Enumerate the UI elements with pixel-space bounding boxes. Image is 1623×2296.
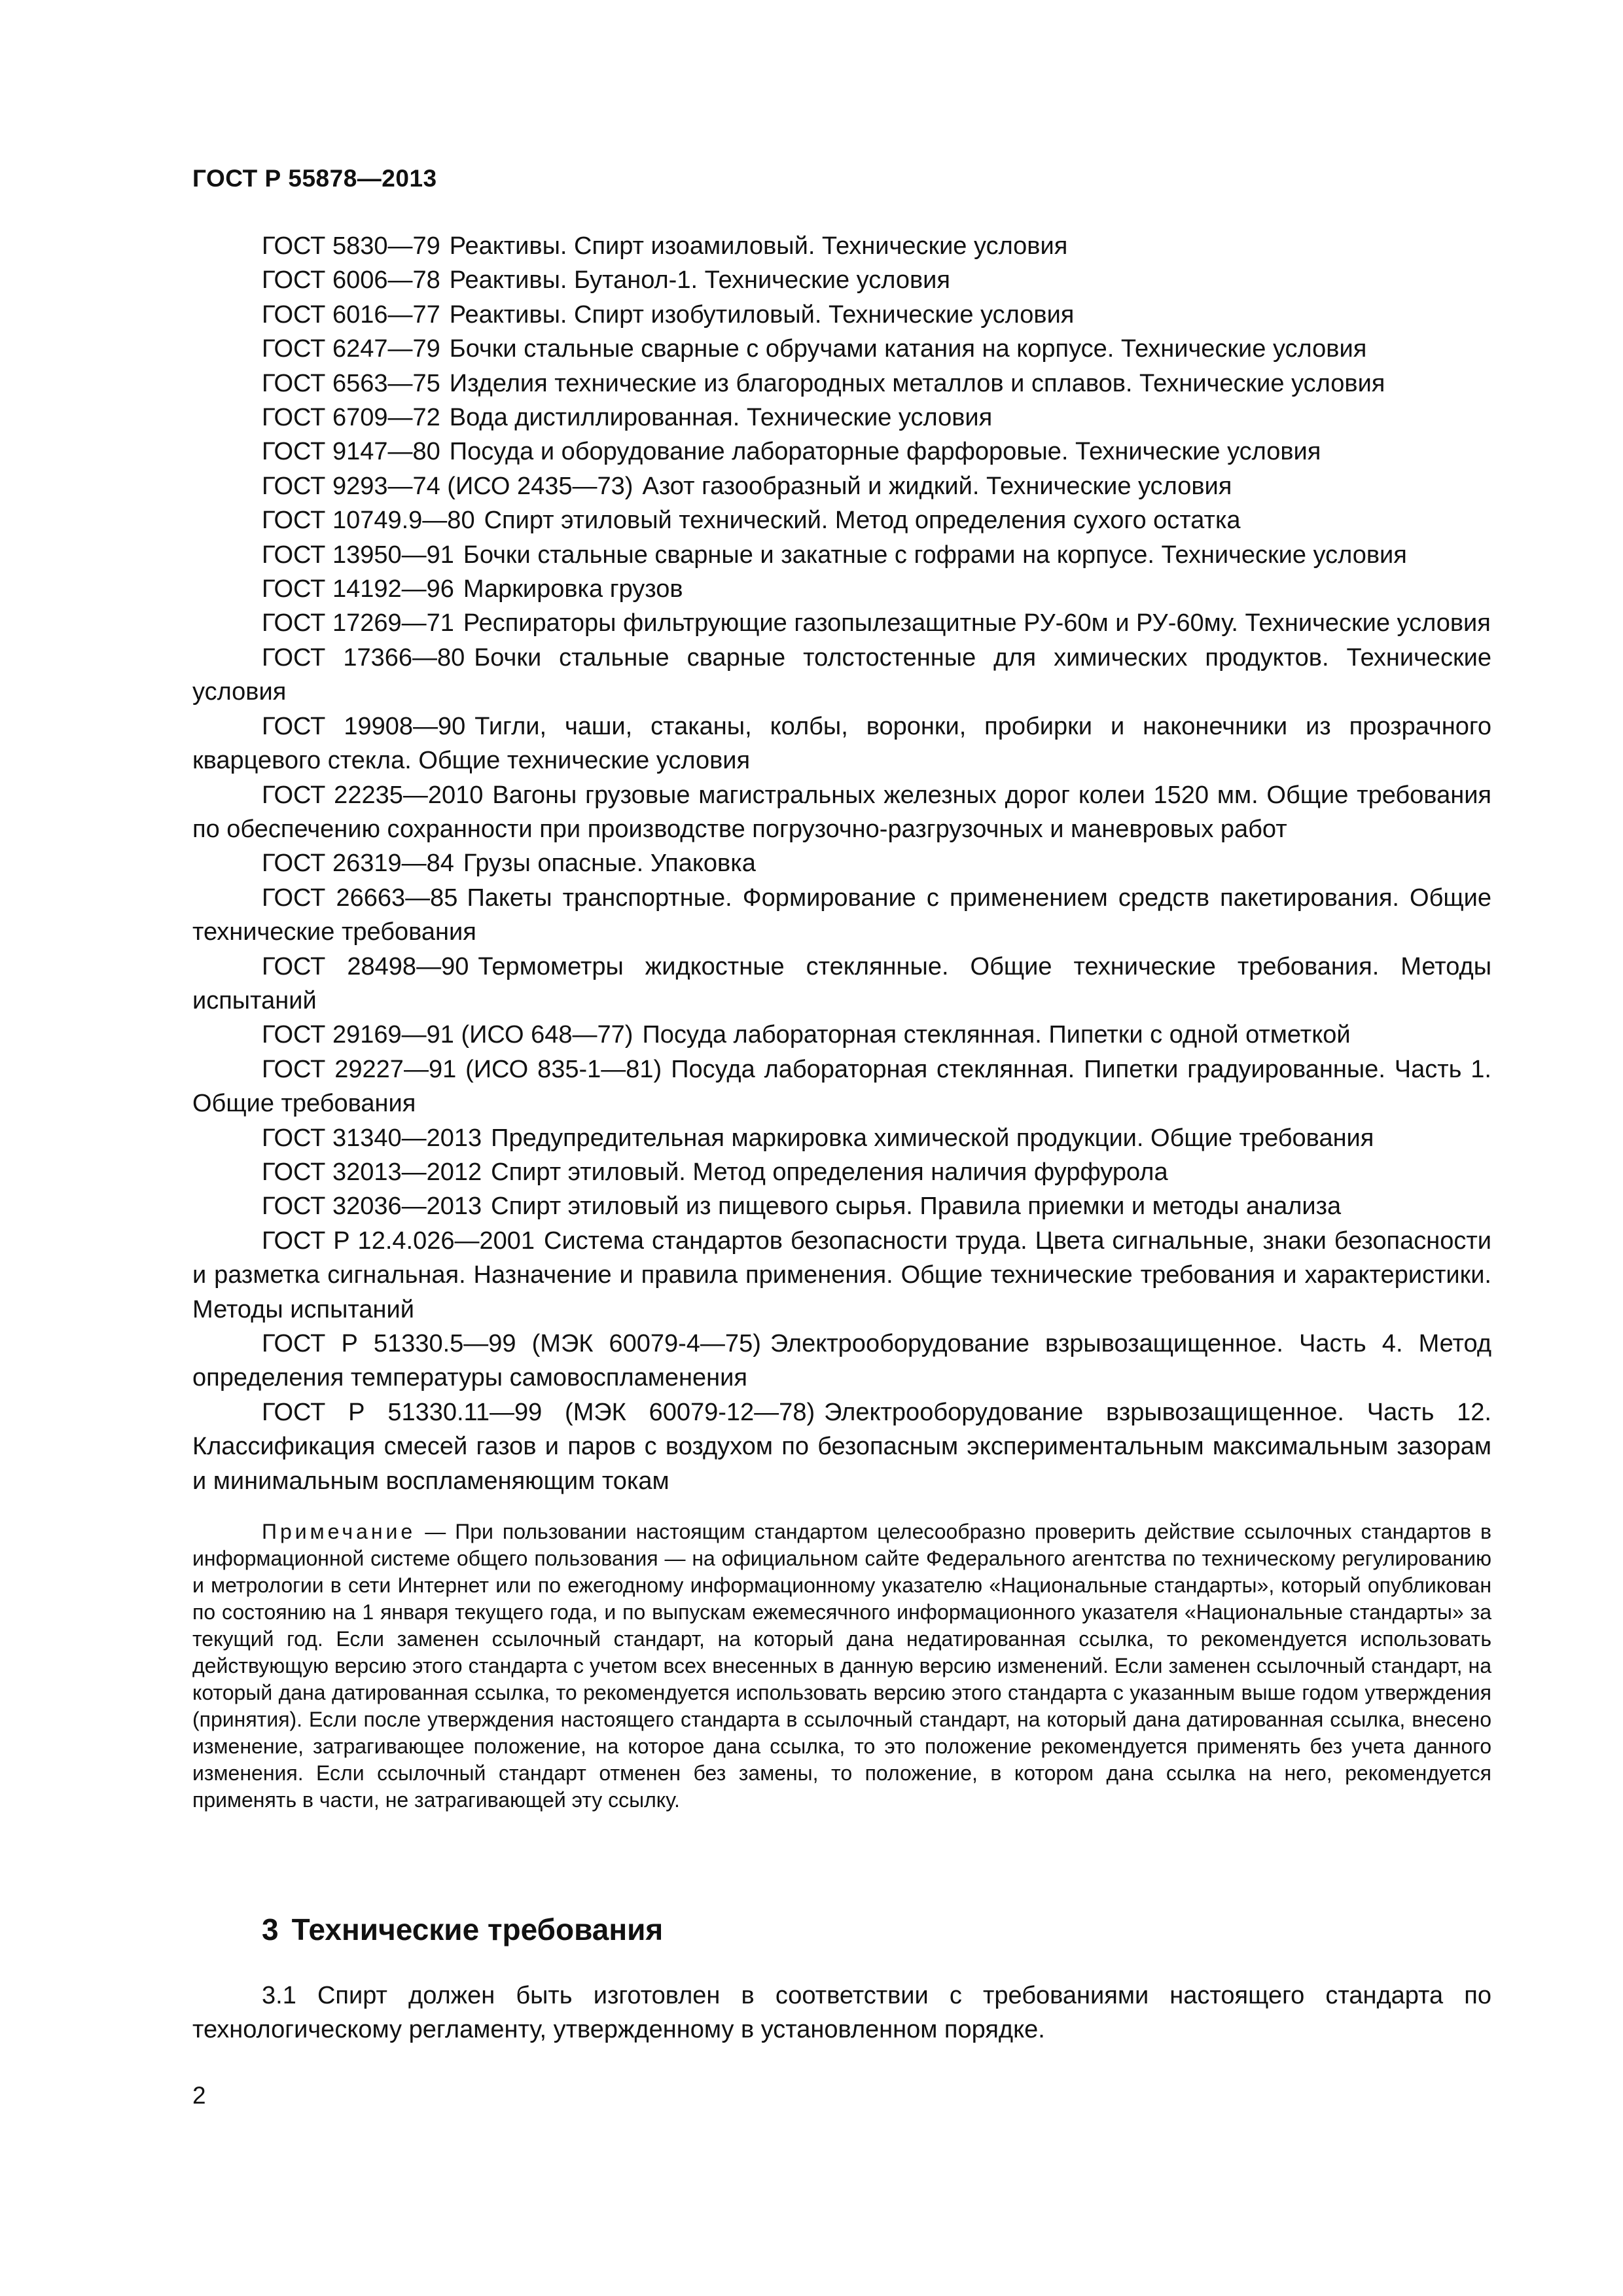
reference-item bbox=[192, 332, 1491, 366]
reference-item bbox=[192, 367, 1491, 401]
reference-title: Электрооборудование взрывозащищенное. Часть 12. Классификация смесей газов и паров с воздухом по безопасным экспериментальным максимальным зазорам и минимальным воспламеняющим токам bbox=[192, 1398, 1491, 1495]
reference-title: Изделия технические из благородных металлов и сплавов. Технические условия bbox=[449, 369, 1385, 397]
reference-code: ГОСТ 17366—80 bbox=[262, 643, 465, 672]
reference-item bbox=[192, 503, 1491, 537]
references-note bbox=[192, 1518, 1491, 1814]
reference-code: ГОСТ 9147—80 bbox=[262, 438, 440, 466]
reference-title: Посуда лабораторная стеклянная. Пипетки с одной отметкой bbox=[642, 1021, 1351, 1049]
reference-title: Тигли, чаши, стаканы, колбы, воронки, пробирки и наконечники из прозрачного кварцевого стекла. Общие технические условия bbox=[192, 712, 1492, 775]
reference-item bbox=[192, 1189, 1491, 1223]
paragraph-number: 3.1 bbox=[262, 1982, 296, 2009]
reference-item bbox=[192, 229, 1491, 263]
reference-title: Маркировка грузов bbox=[463, 575, 683, 603]
reference-title: Бочки стальные сварные с обручами катания на корпусе. Технические условия bbox=[449, 335, 1367, 363]
reference-title: Система стандартов безопасности труда. Цвета сигнальные, знаки безопасности и разметка сигнальная. Назначение и правила применения. Общие технические требования и характеристики. Методы испытаний bbox=[192, 1227, 1491, 1323]
reference-title: Бочки стальные сварные толстостенные для химических продуктов. Технические условия bbox=[192, 643, 1491, 706]
reference-code: ГОСТ 17269—71 bbox=[262, 609, 454, 637]
reference-item bbox=[192, 1052, 1491, 1121]
reference-code: ГОСТ Р 12.4.026—2001 bbox=[262, 1227, 535, 1255]
reference-item bbox=[192, 1395, 1491, 1498]
reference-title: Вагоны грузовые магистральных железных дорог колеи 1520 мм. Общие требования по обеспечению сохранности при производстве погрузочно-разгрузочных и маневровых работ bbox=[192, 781, 1491, 843]
reference-item bbox=[192, 641, 1491, 709]
reference-item bbox=[192, 1155, 1491, 1189]
reference-item bbox=[192, 263, 1491, 297]
reference-item bbox=[192, 709, 1491, 778]
reference-title: Пакеты транспортные. Формирование с применением средств пакетирования. Общие технические требования bbox=[192, 884, 1491, 946]
reference-item bbox=[192, 778, 1491, 847]
reference-code: ГОСТ Р 51330.11—99 (МЭК 60079-12—78) bbox=[262, 1398, 815, 1426]
reference-code: ГОСТ 6006—78 bbox=[262, 266, 440, 295]
section-title: Технические требования bbox=[291, 1912, 664, 1946]
reference-title: Спирт этиловый. Метод определения наличия фурфурола bbox=[491, 1158, 1168, 1186]
normative-references-list bbox=[192, 229, 1491, 1498]
reference-title: Спирт этиловый технический. Метод определения сухого остатка bbox=[484, 507, 1241, 535]
reference-code: ГОСТ 26663—85 bbox=[262, 884, 458, 912]
reference-item bbox=[192, 435, 1491, 469]
note-dash: — bbox=[416, 1520, 455, 1543]
reference-code: ГОСТ 31340—2013 bbox=[262, 1124, 482, 1152]
reference-code: ГОСТ 6247—79 bbox=[262, 335, 440, 363]
reference-code: ГОСТ 29169—91 (ИСО 648—77) bbox=[262, 1021, 633, 1049]
reference-item bbox=[192, 606, 1491, 640]
reference-code: ГОСТ Р 51330.5—99 (МЭК 60079-4—75) bbox=[262, 1330, 761, 1357]
reference-title: Бочки стальные сварные и закатные с гофрами на корпусе. Технические условия bbox=[463, 541, 1407, 569]
reference-code: ГОСТ 10749.9—80 bbox=[262, 507, 475, 535]
reference-item bbox=[192, 881, 1491, 950]
reference-title: Спирт этиловый из пищевого сырья. Правила приемки и методы анализа bbox=[491, 1193, 1342, 1221]
reference-item bbox=[192, 1018, 1491, 1052]
reference-title: Реактивы. Спирт изобутиловый. Технические условия bbox=[449, 300, 1075, 329]
reference-title: Реактивы. Бутанол-1. Технические условия bbox=[449, 266, 950, 295]
reference-code: ГОСТ 29227—91 (ИСО 835-1—81) bbox=[262, 1055, 662, 1083]
reference-code: ГОСТ 32013—2012 bbox=[262, 1158, 482, 1186]
reference-title: Посуда лабораторная стеклянная. Пипетки градуированные. Часть 1. Общие требования bbox=[192, 1055, 1491, 1118]
reference-code: ГОСТ 6563—75 bbox=[262, 369, 440, 397]
note-text: При пользовании настоящим стандартом целесообразно проверить действие ссылочных стандартов в информационной системе общего пользования — на официальном сайте Федерального агентства по техническому регулированию и метрологии в сети Интернет или по ежегодному информационному указателю «Национальные стандарты», который опубликован по состоянию на 1 января текущего года, и по выпускам ежемесячного информационного указателя «Национальные стандарты» за текущий год. Если заменен ссылочный стандарт, на который дана недатированная ссылка, то рекомендуется использовать действующую версию этого стандарта с учетом всех внесенных в данную версию изменений. Если заменен ссылочный стандарт, на который дана датированная ссылка, то рекомендуется использовать версию этого стандарта с указанным выше годом утверждения (принятия). Если после утверждения настоящего стандарта в ссылочный стандарт, на который дана датированная ссылка, внесено изменение, затрагивающее положение, на которое дана ссылка, то это положение рекомендуется применять без учета данного изменения. Если ссылочный стандарт отменен без замены, то положение, в котором дана ссылка на него, рекомендуется применять в части, не затрагивающей эту ссылку. bbox=[192, 1520, 1492, 1812]
reference-item bbox=[192, 950, 1491, 1018]
reference-title: Грузы опасные. Упаковка bbox=[463, 850, 756, 878]
reference-code: ГОСТ 6709—72 bbox=[262, 404, 440, 432]
reference-title: Азот газообразный и жидкий. Технические условия bbox=[642, 472, 1232, 500]
reference-code: ГОСТ 9293—74 (ИСО 2435—73) bbox=[262, 472, 633, 500]
reference-item bbox=[192, 538, 1491, 572]
reference-title: Вода дистиллированная. Технические условия bbox=[449, 404, 993, 432]
reference-title: Реактивы. Спирт изоамиловый. Технические условия bbox=[449, 232, 1068, 260]
reference-item bbox=[192, 1224, 1491, 1327]
reference-item bbox=[192, 572, 1491, 606]
reference-title: Электрооборудование взрывозащищенное. Часть 4. Метод определения температуры самовоспламенения bbox=[192, 1330, 1491, 1392]
reference-item bbox=[192, 298, 1491, 332]
reference-title: Респираторы фильтрующие газопылезащитные РУ-60м и РУ-60му. Технические условия bbox=[463, 609, 1491, 637]
reference-code: ГОСТ 13950—91 bbox=[262, 541, 454, 569]
paragraph-text: Спирт должен быть изготовлен в соответствии с требованиями настоящего стандарта по технологическому регламенту, утвержденному в установленном порядке. bbox=[192, 1982, 1491, 2044]
reference-code: ГОСТ 22235—2010 bbox=[262, 781, 484, 809]
reference-code: ГОСТ 28498—90 bbox=[262, 952, 469, 980]
note-label: Примечание bbox=[262, 1520, 416, 1543]
reference-item bbox=[192, 846, 1491, 880]
paragraph-3-1 bbox=[192, 1979, 1491, 2047]
reference-code: ГОСТ 6016—77 bbox=[262, 300, 440, 329]
page-number: 2 bbox=[192, 2082, 206, 2109]
reference-code: ГОСТ 5830—79 bbox=[262, 232, 440, 260]
reference-title: Посуда и оборудование лабораторные фарфоровые. Технические условия bbox=[449, 438, 1321, 466]
reference-item bbox=[192, 401, 1491, 435]
reference-item bbox=[192, 1327, 1491, 1395]
reference-code: ГОСТ 14192—96 bbox=[262, 575, 454, 603]
reference-code: ГОСТ 32036—2013 bbox=[262, 1193, 482, 1221]
document-header: ГОСТ Р 55878—2013 bbox=[192, 165, 437, 192]
section-number: 3 bbox=[262, 1912, 279, 1946]
reference-code: ГОСТ 19908—90 bbox=[262, 712, 466, 740]
reference-item bbox=[192, 469, 1491, 503]
reference-title: Термометры жидкостные стеклянные. Общие технические требования. Методы испытаний bbox=[192, 952, 1492, 1014]
section-heading bbox=[262, 1910, 663, 1949]
reference-item bbox=[192, 1121, 1491, 1155]
reference-title: Предупредительная маркировка химической продукции. Общие требования bbox=[491, 1124, 1374, 1152]
reference-code: ГОСТ 26319—84 bbox=[262, 850, 454, 878]
